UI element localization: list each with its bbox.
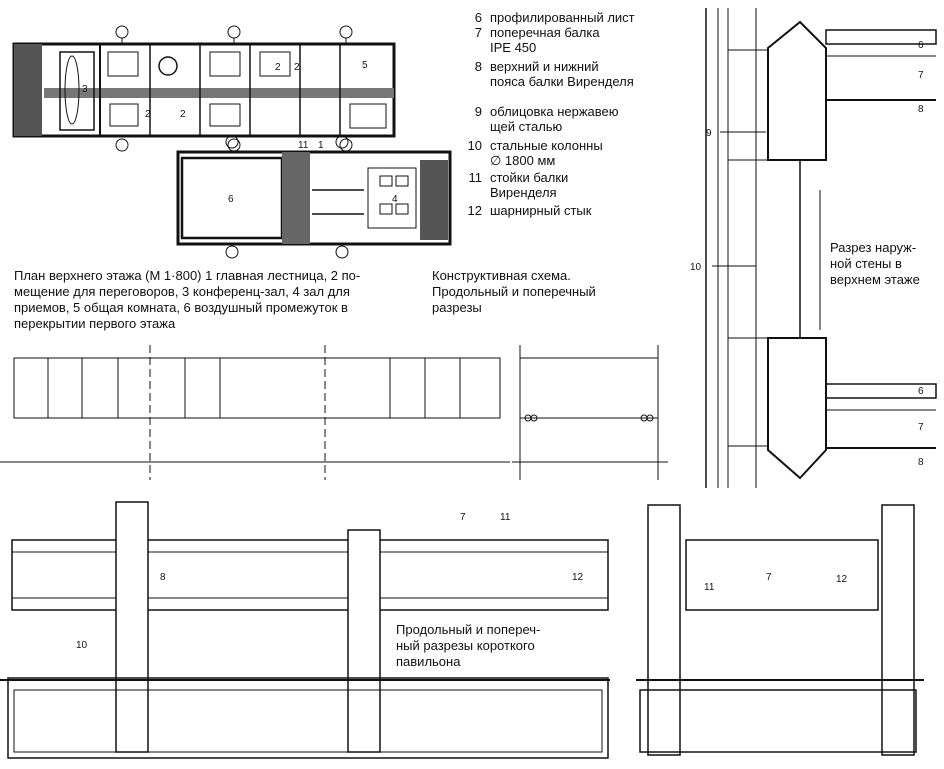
scheme-caption: Конструктивная схема. Продольный и поперечный разрезы (432, 268, 596, 315)
pavilion-cross-labels (704, 572, 848, 593)
plan-caption: План верхнего этажа (М 1·800) 1 главная лестница, 2 по- мещение для переговоров, 3 конференц-зал, 4 зал для приемов, 5 общая комната, 6 воздушный промежуток в перекрытии первого этажа (14, 268, 361, 331)
plan-label-room-2a: 2 (145, 109, 151, 120)
legend-number: 7 (474, 25, 482, 40)
plan-label-room-1: 1 (318, 140, 324, 151)
legend-number: 9 (474, 104, 482, 119)
plan-label-room-4: 4 (392, 194, 398, 205)
wall-label-7b: 7 (918, 422, 924, 433)
wall-label-9: 9 (706, 128, 712, 139)
wall-label-10: 10 (690, 262, 702, 273)
cross-label-7: 7 (766, 572, 772, 583)
cross-label-11: 11 (704, 582, 715, 593)
structural-scheme (0, 345, 668, 480)
legend-text: стальные колонны ∅ 1800 мм (490, 138, 603, 168)
legend-text: шарнирный стык (490, 203, 592, 218)
floor-plan (14, 26, 450, 258)
wall-label-8a: 8 (918, 104, 924, 115)
legend-text: стойки балки Виренделя (490, 170, 569, 200)
legend-text: облицовка нержавею щей сталью (490, 104, 619, 134)
wall-label-6b: 6 (918, 386, 924, 397)
pavilion-caption: Продольный и попереч- ный разрезы короткого павильона (396, 622, 541, 669)
legend-number: 8 (474, 59, 482, 74)
wall-label-8b: 8 (918, 457, 924, 468)
legend-number: 6 (474, 10, 482, 25)
section-label-11: 11 (500, 512, 511, 523)
legend-text: поперечная балка IPE 450 (490, 25, 600, 55)
pavilion-cross-section (636, 505, 924, 755)
section-label-8: 8 (160, 572, 166, 583)
wall-section-caption: Разрез наруж- ной стены в верхнем этаже (830, 240, 920, 287)
plan-label-room-3: 3 (82, 84, 88, 95)
plan-label-room-2d: 2 (294, 62, 300, 73)
section-label-10: 10 (76, 640, 88, 651)
legend-text: профилированный лист (490, 10, 635, 25)
plan-label-room-5: 5 (362, 60, 368, 71)
wall-label-6a: 6 (918, 40, 924, 51)
plan-label-room-2b: 2 (180, 109, 186, 120)
plan-label-room-6: 6 (228, 194, 234, 205)
plan-label-room-2c: 2 (275, 62, 281, 73)
plan-label-room-11: 11 (298, 140, 309, 151)
legend-number: 11 (468, 170, 482, 185)
wall-label-7a: 7 (918, 70, 924, 81)
cross-label-12: 12 (836, 574, 848, 585)
legend-number: 10 (467, 138, 482, 153)
section-label-7: 7 (460, 512, 466, 523)
section-label-12: 12 (572, 572, 584, 583)
legend-number: 12 (467, 203, 482, 218)
legend-text: верхний и нижний пояса балки Виренделя (490, 59, 634, 89)
